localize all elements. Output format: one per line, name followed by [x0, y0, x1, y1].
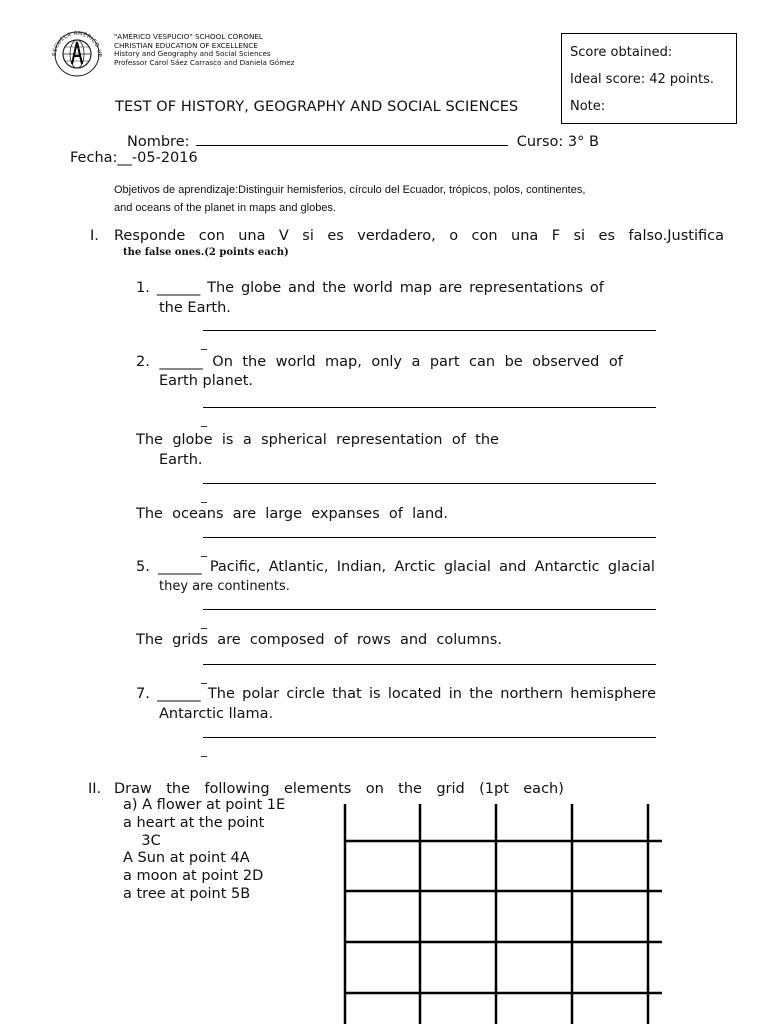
- answer-blank[interactable]: ______: [156, 280, 201, 296]
- question-word: columns.: [436, 632, 502, 648]
- score-note: Note:: [570, 99, 606, 114]
- line-tick: _: [201, 743, 207, 757]
- question-word: land.: [412, 506, 448, 522]
- justification-line[interactable]: [203, 407, 656, 408]
- question-word: large: [265, 506, 303, 522]
- line-tick: _: [201, 413, 207, 427]
- question-word: Antarctic: [534, 559, 600, 575]
- question-word: are: [232, 506, 257, 522]
- name-row: [127, 131, 599, 150]
- question-word: is: [221, 432, 234, 448]
- instruction-word: es: [327, 228, 344, 244]
- question-1: [136, 280, 604, 296]
- question-continuation: Earth.: [159, 452, 203, 468]
- question-word: and: [499, 559, 527, 575]
- instruction-word: con: [198, 228, 225, 244]
- instruction-word: con: [471, 228, 498, 244]
- justification-line[interactable]: [203, 330, 656, 331]
- question-word: representation: [336, 432, 443, 448]
- instruction-word: each): [523, 781, 564, 797]
- instruction-word: grid: [436, 781, 465, 797]
- curso-label: Curso: 3° B: [516, 134, 599, 150]
- instruction-word: es: [598, 228, 616, 244]
- ideal-score: Ideal score: 42 points.: [570, 72, 714, 87]
- instruction-word: si: [302, 228, 314, 244]
- question-word: globe: [240, 280, 282, 296]
- question-word: the: [322, 280, 346, 296]
- instruction-word: F: [551, 228, 561, 244]
- question-word: oceans: [172, 506, 224, 522]
- instruction-word: Responde: [114, 228, 186, 244]
- question-continuation: Antarctic llama.: [159, 706, 274, 722]
- question-word: is: [368, 686, 381, 702]
- draw-item: a moon at point 2D: [123, 868, 264, 885]
- question-word: Pacific,: [209, 559, 261, 575]
- justification-line[interactable]: [203, 609, 656, 610]
- question-word: globe: [172, 432, 213, 448]
- score-obtained: Score obtained:: [570, 45, 673, 60]
- draw-item: a) A flower at point 1E: [123, 797, 286, 813]
- section-2-numeral: II.: [88, 781, 102, 797]
- justification-line[interactable]: [203, 483, 656, 484]
- objectives-line: Objetivos de aprendizaje:Distinguir hemisferios, círculo del Ecuador, trópicos, polos, continentes,: [114, 184, 586, 196]
- question-word: hemisphere: [570, 686, 656, 702]
- question-word: that: [332, 686, 362, 702]
- question-word: and: [288, 280, 316, 296]
- question-word: the: [242, 354, 267, 370]
- question-word: of: [451, 432, 466, 448]
- question-word: world: [352, 280, 393, 296]
- instruction-word: Draw: [114, 781, 152, 797]
- school-logo: [46, 30, 108, 78]
- line-tick: _: [201, 489, 207, 503]
- question-word: glacial: [443, 559, 491, 575]
- question-number: 1.: [136, 280, 150, 296]
- question-word: the: [469, 686, 494, 702]
- instruction-word: verdadero,: [357, 228, 436, 244]
- draw-item: A Sun at point 4A: [123, 850, 250, 867]
- question-word: On: [212, 354, 233, 370]
- question-word: a: [411, 354, 421, 370]
- answer-blank[interactable]: ______: [159, 354, 203, 370]
- nombre-field[interactable]: [196, 131, 508, 146]
- question-word: expanses: [311, 506, 380, 522]
- question-number: 5.: [136, 559, 150, 575]
- question-word: in: [448, 686, 462, 702]
- question-word: can: [469, 354, 496, 370]
- instruction-word: o: [449, 228, 459, 244]
- question-number: 7.: [136, 686, 150, 702]
- justification-line[interactable]: [203, 664, 656, 665]
- draw-list: [123, 797, 285, 904]
- fecha-label: Fecha:__-05-2016: [70, 150, 198, 166]
- nombre-label: Nombre:: [127, 134, 190, 150]
- question-word: the: [475, 432, 499, 448]
- line-tick: _: [201, 336, 207, 350]
- question-7: [136, 686, 656, 702]
- objectives: [114, 182, 654, 217]
- question-word: of: [388, 506, 403, 522]
- question-continuation: Earth planet.: [159, 373, 254, 389]
- draw-item: 3C: [123, 832, 161, 849]
- question-number: 2.: [136, 354, 150, 370]
- justification-line[interactable]: [203, 737, 656, 738]
- question-word: grids: [172, 632, 209, 648]
- drawing-grid[interactable]: [338, 800, 668, 1028]
- question-word: Arctic: [394, 559, 436, 575]
- logo-text: ESCUELA AMÉRICO VE: [51, 30, 103, 58]
- instruction-word: si: [573, 228, 586, 244]
- answer-blank[interactable]: ______: [157, 686, 201, 702]
- question-word: The: [207, 280, 235, 296]
- instruction-word: the: [166, 781, 191, 797]
- section-1-instruction: [114, 228, 724, 244]
- question-4: [136, 506, 448, 522]
- question-word: The: [136, 632, 163, 648]
- section-2-instruction: [114, 781, 564, 797]
- instruction-word: una: [238, 228, 266, 244]
- page-title: TEST OF HISTORY, GEOGRAPHY AND SOCIAL SCIENCES: [115, 99, 519, 115]
- line-tick: _: [201, 670, 207, 684]
- objectives-line: and oceans of the planet in maps and globes.: [114, 201, 336, 214]
- question-word: be: [504, 354, 523, 370]
- question-word: Atlantic,: [268, 559, 329, 575]
- question-3: [136, 432, 499, 448]
- school-line: CHRISTIAN EDUCATION OF EXCELLENCE: [114, 40, 258, 50]
- question-word: circle: [286, 686, 325, 702]
- school-line: Professor Carol Sáez Carrasco and Daniela Gómez: [114, 57, 295, 67]
- question-2: [136, 354, 623, 370]
- question-word: are: [217, 632, 241, 648]
- question-word: Indian,: [336, 559, 387, 575]
- question-word: of: [608, 354, 623, 370]
- question-word: only: [371, 354, 402, 370]
- instruction-word: on: [365, 781, 384, 797]
- question-word: world: [275, 354, 316, 370]
- instruction-word: V: [278, 228, 289, 244]
- question-word: and: [399, 632, 428, 648]
- question-6: [136, 632, 502, 648]
- instruction-word: (1pt: [479, 781, 509, 797]
- draw-item: a tree at point 5B: [123, 885, 251, 902]
- question-word: representations: [469, 280, 584, 296]
- instruction-word: following: [204, 781, 270, 797]
- question-word: northern: [500, 686, 564, 702]
- question-word: of: [589, 280, 604, 296]
- question-word: rows: [356, 632, 391, 648]
- question-word: a: [242, 432, 252, 448]
- question-word: polar: [242, 686, 280, 702]
- draw-item: a heart at the point: [123, 814, 265, 831]
- question-word: located: [387, 686, 442, 702]
- section-1-numeral: I.: [90, 228, 99, 244]
- score-box: [561, 33, 737, 124]
- question-word: map: [399, 280, 432, 296]
- question-word: The: [136, 506, 163, 522]
- question-word: The: [207, 686, 235, 702]
- school-line: History and Geography and Social Sciences: [114, 49, 271, 59]
- school-header: [114, 33, 294, 67]
- justification-line[interactable]: [203, 537, 656, 538]
- question-5: [136, 559, 655, 575]
- instruction-word: elements: [283, 781, 352, 797]
- question-word: The: [136, 432, 163, 448]
- question-word: glacial: [607, 559, 655, 575]
- school-line: "AMÉRICO VESPUCIO" SCHOOL CORONEL: [114, 32, 263, 41]
- line-tick: _: [201, 543, 207, 557]
- instruction-word: una: [511, 228, 539, 244]
- section-1-note: the false ones.(2 points each): [123, 247, 289, 258]
- instruction-word: the: [398, 781, 422, 797]
- line-tick: _: [201, 615, 207, 629]
- question-word: part: [429, 354, 460, 370]
- question-continuation: the Earth.: [159, 300, 231, 316]
- question-word: of: [333, 632, 348, 648]
- question-word: map,: [325, 354, 362, 370]
- question-continuation: they are continents.: [159, 579, 290, 594]
- instruction-word: falso.Justifica: [628, 228, 724, 244]
- question-word: composed: [249, 632, 325, 648]
- question-word: are: [438, 280, 463, 296]
- answer-blank[interactable]: ______: [158, 559, 202, 575]
- question-word: spherical: [261, 432, 327, 448]
- question-word: observed: [532, 354, 600, 370]
